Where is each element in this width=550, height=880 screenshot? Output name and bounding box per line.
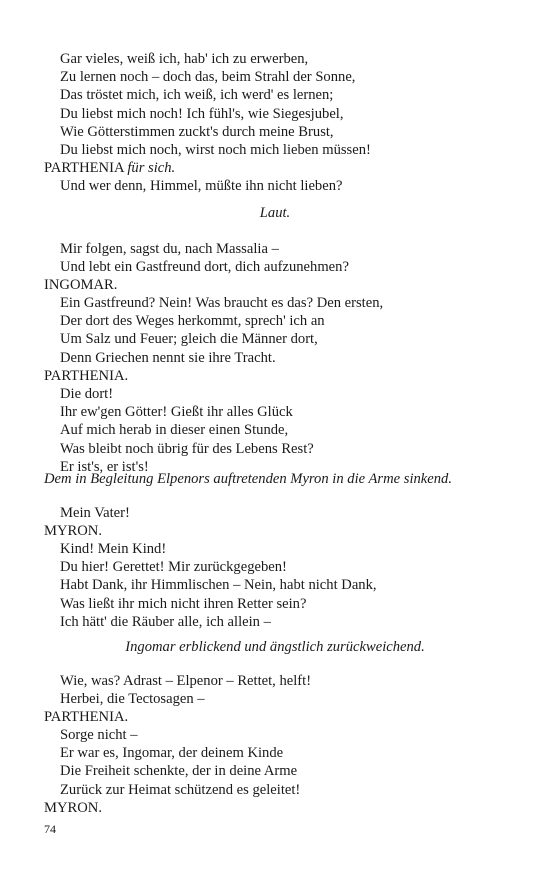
verse-line: Zurück zur Heimat schützend es geleitet! — [60, 781, 301, 798]
verse-line: Habt Dank, ihr Himmlischen – Nein, habt nicht Dank, — [60, 577, 377, 594]
verse-line: Mir folgen, sagst du, nach Massalia – — [60, 241, 279, 257]
stage-direction-laut: Laut. — [259, 205, 291, 221]
verse-line: Herbei, die Tectosagen – — [60, 691, 205, 708]
verse-line: Er ist's, er ist's! — [60, 458, 149, 475]
verse-block-9 — [44, 726, 514, 799]
verse-block-1 — [44, 50, 514, 159]
speaker-name: PARTHENIA. — [44, 368, 129, 384]
speaker-name: INGOMAR. — [44, 277, 118, 293]
speaker-name: PARTHENIA — [44, 160, 124, 176]
stage-direction-myron-enters: Dem in Begleitung Elpenors auftretenden Myron in die Arme sinkend. — [44, 471, 452, 487]
verse-line: Du liebst mich noch, wirst noch mich lieben müssen! — [60, 142, 371, 159]
verse-block-8 — [44, 672, 514, 708]
speaker-parthenia-aside — [44, 159, 514, 177]
verse-line: Das tröstet mich, ich weiß, ich werd' es lernen; — [60, 87, 334, 104]
verse-line: Du hier! Gerettet! Mir zurückgegeben! — [60, 559, 287, 576]
stage-direction-inline: für sich. — [127, 160, 176, 176]
speaker-name: MYRON. — [44, 800, 102, 816]
verse-line: Ihr ew'gen Götter! Gießt ihr alles Glück — [60, 404, 293, 421]
verse-line: Was ließt ihr mich nicht ihren Retter sein? — [60, 595, 307, 612]
verse-line: Ein Gastfreund? Nein! Was braucht es das? Den ersten, — [60, 295, 384, 311]
speaker-myron — [44, 522, 514, 540]
speaker-name: MYRON. — [44, 523, 102, 539]
verse-block-7 — [44, 540, 514, 631]
verse-line: Und lebt ein Gastfreund dort, dich aufzunehmen? — [60, 259, 349, 276]
verse-block-5 — [44, 385, 514, 476]
verse-block-2 — [44, 177, 514, 195]
verse-line: Um Salz und Feuer; gleich die Männer dort, — [60, 331, 318, 348]
verse-line: Mein Vater! — [60, 505, 130, 521]
verse-block-4 — [44, 294, 514, 367]
verse-line: Wie Götterstimmen zuckt's durch meine Brust, — [60, 123, 334, 140]
verse-line: Ich hätt' die Räuber alle, ich allein – — [60, 613, 271, 630]
verse-line: Sorge nicht – — [60, 727, 138, 743]
verse-line: Denn Griechen nennt sie ihre Tracht. — [60, 349, 276, 366]
verse-block-3 — [44, 240, 514, 276]
page-number: 74 — [44, 822, 56, 836]
speaker-myron — [44, 799, 514, 817]
verse-line: Was bleibt noch übrig für des Lebens Rest? — [60, 440, 314, 457]
verse-line: Er war es, Ingomar, der deinem Kinde — [60, 745, 284, 762]
verse-line: Der dort des Weges herkommt, sprech' ich an — [60, 313, 325, 330]
speaker-parthenia — [44, 367, 514, 385]
verse-line: Kind! Mein Kind! — [60, 541, 167, 557]
verse-line: Du liebst mich noch! Ich fühl's, wie Siegesjubel, — [60, 105, 344, 122]
verse-line: Auf mich herab in dieser einen Stunde, — [60, 422, 289, 439]
speaker-ingomar — [44, 276, 514, 294]
stage-direction-ingomar: Ingomar erblickend und ängstlich zurückweichend. — [125, 639, 425, 655]
verse-line: Wie, was? Adrast – Elpenor – Rettet, helft! — [60, 673, 312, 689]
verse-line: Gar vieles, weiß ich, hab' ich zu erwerben, — [60, 51, 309, 67]
verse-line: Und wer denn, Himmel, müßte ihn nicht lieben? — [60, 178, 343, 194]
speaker-parthenia — [44, 708, 514, 726]
speaker-name: PARTHENIA. — [44, 709, 129, 725]
verse-line: Die dort! — [60, 386, 114, 402]
verse-block-6 — [44, 504, 514, 522]
verse-line: Die Freiheit schenkte, der in deine Arme — [60, 763, 298, 780]
verse-line: Zu lernen noch – doch das, beim Strahl der Sonne, — [60, 69, 356, 86]
